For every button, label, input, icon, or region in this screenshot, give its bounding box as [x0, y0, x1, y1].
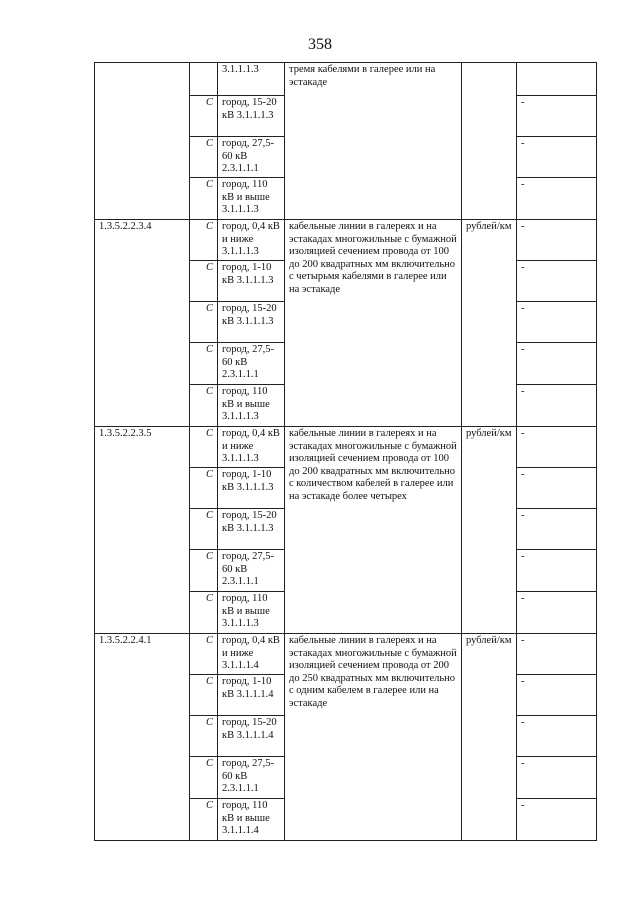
tariff-table [94, 62, 597, 841]
code-cell: 1.3.5.2.2.4.1 [95, 634, 190, 841]
symbol-cell: С [190, 178, 218, 220]
symbol-cell: С [190, 137, 218, 178]
table-row [95, 63, 597, 96]
value-cell: - [517, 592, 597, 634]
description-cell: кабельные линии в галереях и на эстакадах многожильные с бумажной изоляцией сечением провода от 200 до 250 квадратных мм включительно с одним кабелем в галерее или на эстакаде [285, 634, 462, 841]
city-cell: город, 110 кВ и выше 3.1.1.1.3 [218, 592, 285, 634]
value-cell: - [517, 220, 597, 261]
symbol-cell: С [190, 96, 218, 137]
symbol-cell: С [190, 634, 218, 675]
code-cell: 1.3.5.2.2.3.5 [95, 427, 190, 634]
symbol-cell: С [190, 343, 218, 385]
unit-cell: рублей/км [462, 634, 517, 841]
value-cell: - [517, 550, 597, 592]
value-cell: - [517, 757, 597, 799]
city-cell: город, 1-10 кВ 3.1.1.1.3 [218, 468, 285, 509]
unit-cell [462, 63, 517, 220]
symbol-cell: С [190, 799, 218, 841]
symbol-cell [190, 63, 218, 96]
symbol-cell: С [190, 302, 218, 343]
table-row [95, 634, 597, 675]
city-cell: город, 110 кВ и выше 3.1.1.1.4 [218, 799, 285, 841]
city-cell: город, 27,5-60 кВ 2.3.1.1.1 [218, 757, 285, 799]
city-cell: город, 0,4 кВ и ниже 3.1.1.1.4 [218, 634, 285, 675]
city-cell: город, 110 кВ и выше 3.1.1.1.3 [218, 178, 285, 220]
city-cell: город, 1-10 кВ 3.1.1.1.4 [218, 675, 285, 716]
city-cell: город, 27,5-60 кВ 2.3.1.1.1 [218, 550, 285, 592]
code-cell [95, 63, 190, 220]
symbol-cell: С [190, 757, 218, 799]
description-cell: тремя кабелями в галерее или на эстакаде [285, 63, 462, 220]
value-cell: - [517, 137, 597, 178]
value-cell: - [517, 509, 597, 550]
city-cell: город, 0,4 кВ и ниже 3.1.1.1.3 [218, 220, 285, 261]
table-body [95, 63, 597, 841]
symbol-cell: С [190, 220, 218, 261]
value-cell: - [517, 799, 597, 841]
page-number: 358 [308, 36, 332, 53]
value-cell: - [517, 427, 597, 468]
symbol-cell: С [190, 385, 218, 427]
description-cell: кабельные линии в галереях и на эстакадах многожильные с бумажной изоляцией сечением провода от 100 до 200 квадратных мм включительно с количеством кабелей в галерее или на эстакаде более четырех [285, 427, 462, 634]
city-cell: город, 27,5-60 кВ 2.3.1.1.1 [218, 137, 285, 178]
table-row [95, 220, 597, 261]
value-cell: - [517, 178, 597, 220]
city-cell: город, 15-20 кВ 3.1.1.1.3 [218, 509, 285, 550]
symbol-cell: С [190, 592, 218, 634]
symbol-cell: С [190, 550, 218, 592]
city-cell: город, 15-20 кВ 3.1.1.1.3 [218, 302, 285, 343]
table-row [95, 427, 597, 468]
value-cell: - [517, 675, 597, 716]
symbol-cell: С [190, 427, 218, 468]
symbol-cell: С [190, 716, 218, 757]
symbol-cell: С [190, 468, 218, 509]
description-cell: кабельные линии в галереях и на эстакадах многожильные с бумажной изоляцией сечением провода от 100 до 200 квадратных мм включительно с четырьмя кабелями в галерее или на эстакаде [285, 220, 462, 427]
value-cell: - [517, 716, 597, 757]
unit-cell: рублей/км [462, 427, 517, 634]
value-cell: - [517, 385, 597, 427]
code-cell: 1.3.5.2.2.3.4 [95, 220, 190, 427]
symbol-cell: С [190, 261, 218, 302]
symbol-cell: С [190, 509, 218, 550]
city-cell: город, 27,5-60 кВ 2.3.1.1.1 [218, 343, 285, 385]
value-cell: - [517, 343, 597, 385]
city-cell: город, 15-20 кВ 3.1.1.1.4 [218, 716, 285, 757]
value-cell: - [517, 634, 597, 675]
value-cell: - [517, 302, 597, 343]
city-cell: город, 15-20 кВ 3.1.1.1.3 [218, 96, 285, 137]
value-cell: - [517, 468, 597, 509]
value-cell: - [517, 96, 597, 137]
symbol-cell: С [190, 675, 218, 716]
value-cell [517, 63, 597, 96]
city-cell: город, 110 кВ и выше 3.1.1.1.3 [218, 385, 285, 427]
city-cell: город, 0,4 кВ и ниже 3.1.1.1.3 [218, 427, 285, 468]
value-cell: - [517, 261, 597, 302]
city-cell: 3.1.1.1.3 [218, 63, 285, 96]
city-cell: город, 1-10 кВ 3.1.1.1.3 [218, 261, 285, 302]
unit-cell: рублей/км [462, 220, 517, 427]
